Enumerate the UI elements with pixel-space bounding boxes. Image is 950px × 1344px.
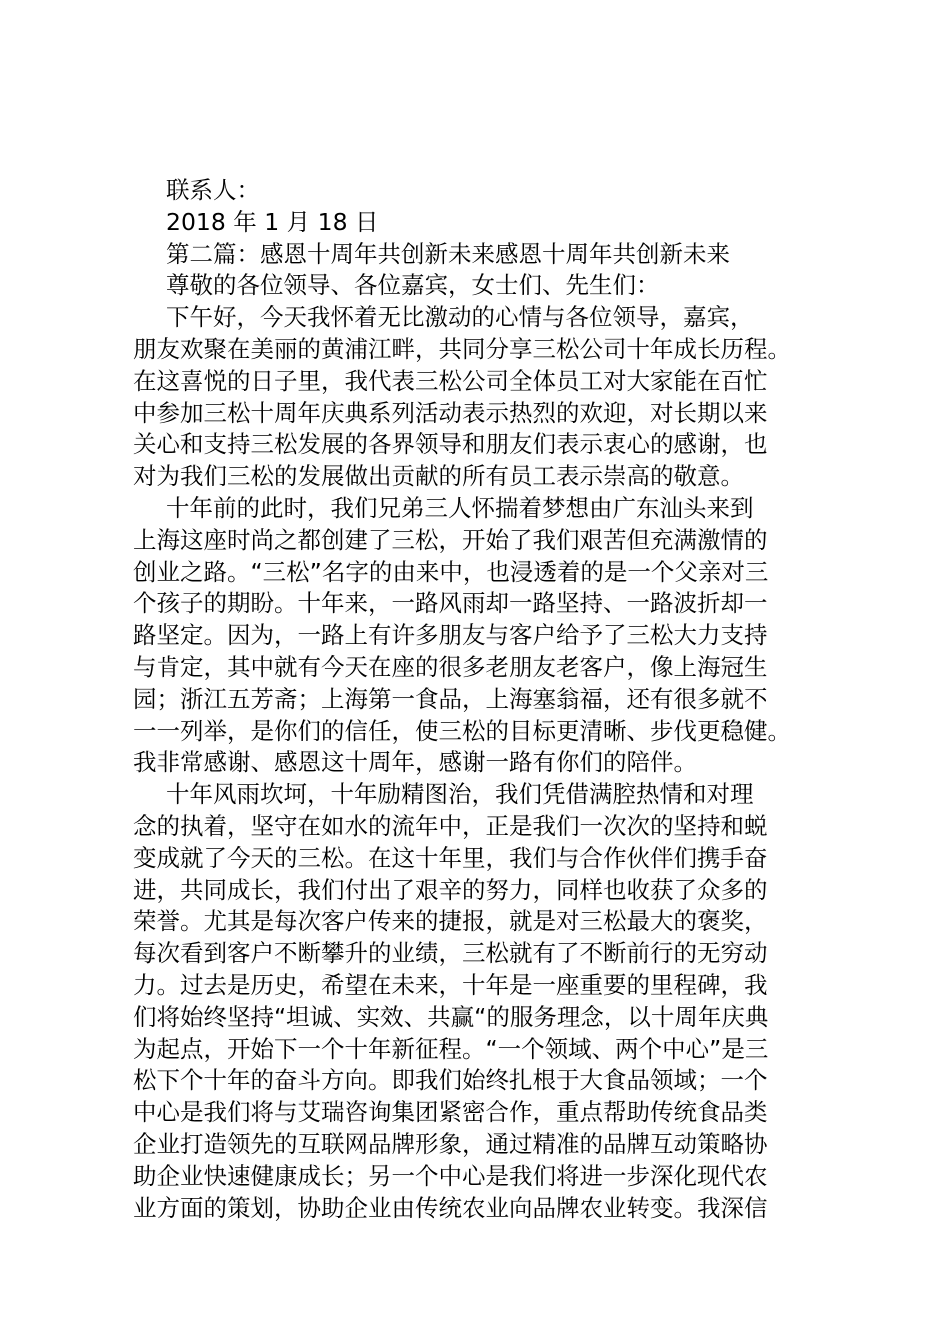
text-line: 松下个十年的奋斗方向。即我们始终扎根于大食品领域；一个: [133, 1066, 768, 1095]
text-line: 中心是我们将与艾瑞咨询集团紧密合作，重点帮助传统食品类: [133, 1098, 768, 1127]
text-line: 每次看到客户不断攀升的业绩，三松就有了不断前行的无穷动: [133, 939, 768, 968]
text-line: 路坚定。因为，一路上有许多朋友与客户给予了三松大力支持: [133, 621, 768, 650]
text-line: 上海这座时尚之都创建了三松，开始了我们艰苦但充满激情的: [133, 525, 768, 554]
text-line: 对为我们三松的发展做出贡献的所有员工表示崇高的敬意。: [133, 462, 744, 491]
text-line: 企业打造领先的互联网品牌形象，通过精准的品牌互动策略协: [133, 1129, 768, 1158]
text-line: 十年前的此时，我们兄弟三人怀揣着梦想由广东汕头来到: [166, 493, 754, 522]
text-line: 一一列举，是你们的信任，使三松的目标更清晰、步伐更稳健。: [133, 716, 791, 745]
text-line: 2018 年 1 月 18 日: [166, 207, 379, 236]
text-line: 创业之路。“三松”名字的由来中，也浸透着的是一个父亲对三: [133, 557, 769, 586]
text-line: 联系人：: [166, 176, 260, 204]
text-line: 在这喜悦的日子里，我代表三松公司全体员工对大家能在百忙: [133, 366, 768, 395]
text-line: 业方面的策划，协助企业由传统农业向品牌农业转变。我深信: [133, 1193, 768, 1222]
text-line: 中参加三松十周年庆典系列活动表示热烈的欢迎，对长期以来: [133, 398, 768, 427]
text-line: 园；浙江五芳斋；上海第一食品，上海塞翁福，还有很多就不: [133, 684, 768, 713]
text-line: 尊敬的各位领导、各位嘉宾，女士们、先生们：: [166, 271, 660, 300]
text-line: 下午好，今天我怀着无比激动的心情与各位领导，嘉宾，: [166, 303, 754, 332]
text-line: 进，共同成长，我们付出了艰辛的努力，同样也收获了众多的: [133, 875, 768, 904]
text-line: 第二篇：感恩十周年共创新未来感恩十周年共创新未来: [166, 239, 730, 268]
text-line: 助企业快速健康成长；另一个中心是我们将进一步深化现代农: [133, 1161, 768, 1190]
text-line: 我非常感谢、感恩这十周年，感谢一路有你们的陪伴。: [133, 748, 697, 777]
text-line: 荣誉。尤其是每次客户传来的捷报，就是对三松最大的褒奖，: [133, 907, 768, 936]
text-line: 十年风雨坎坷，十年励精图治，我们凭借满腔热情和对理: [166, 780, 754, 809]
text-line: 念的执着，坚守在如水的流年中，正是我们一次次的坚持和蜕: [133, 811, 768, 840]
text-line: 们将始终坚持“坦诚、实效、共赢“的服务理念，以十周年庆典: [133, 1002, 769, 1031]
text-line: 朋友欢聚在美丽的黄浦江畔，共同分享三松公司十年成长历程。: [133, 334, 791, 363]
text-line: 力。过去是历史，希望在未来，十年是一座重要的里程碑，我: [133, 970, 768, 999]
text-line: 关心和支持三松发展的各界领导和朋友们表示衷心的感谢，也: [133, 430, 768, 459]
text-line: 为起点，开始下一个十年新征程。“一个领域、两个中心”是三: [133, 1034, 769, 1063]
document-body: [133, 175, 837, 1224]
text-line: 变成就了今天的三松。在这十年里，我们与合作伙伴们携手奋: [133, 843, 768, 872]
text-line: 与肯定，其中就有今天在座的很多老朋友老客户，像上海冠生: [133, 652, 768, 681]
text-line: 个孩子的期盼。十年来，一路风雨却一路坚持、一路波折却一: [133, 589, 768, 618]
